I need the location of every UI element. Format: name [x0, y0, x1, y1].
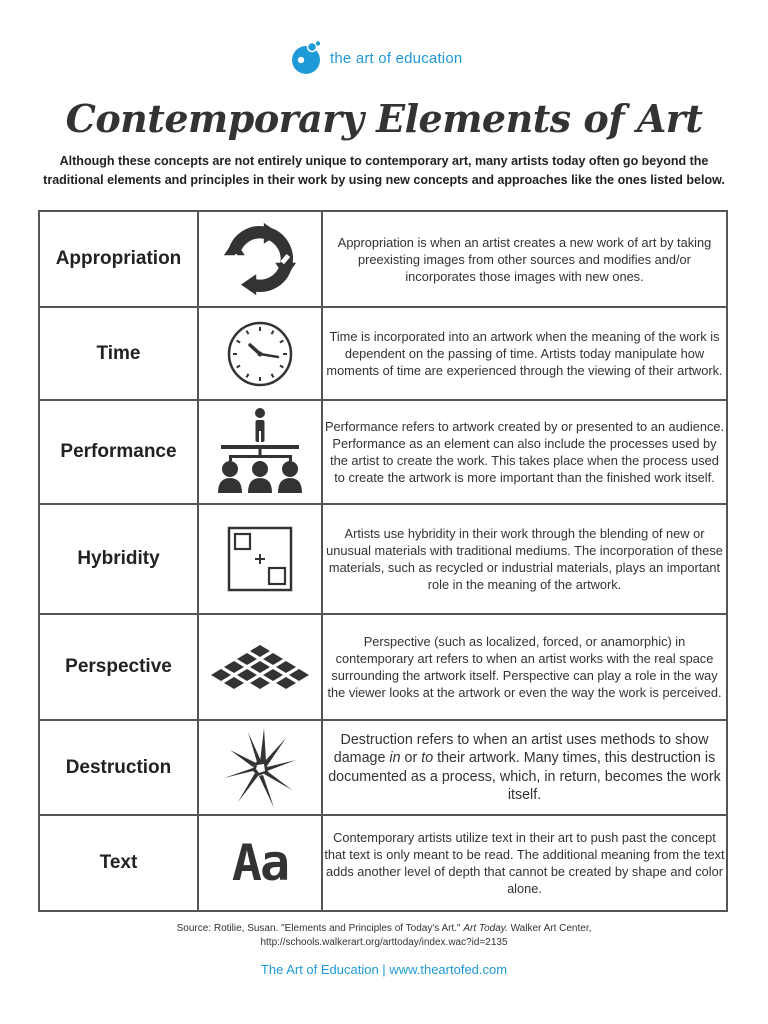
- shattered-glass-icon: [220, 725, 300, 811]
- element-description: Destruction refers to when an artist uses methods to show damage in or to their artwork. Many times, this destruction is documented as a process, which, in return, becomes the work itself.: [322, 720, 727, 815]
- source-citation: Source: Rotilie, Susan. "Elements and Principles of Today's Art." Art Today. Walker Art Center, http://schools.walkerart.org/arttoday/index.wac?id=2135: [176, 923, 592, 948]
- element-name: Hybridity: [39, 504, 198, 614]
- element-name: Appropriation: [39, 211, 198, 307]
- table-row: [39, 504, 727, 614]
- performer-audience-icon: [217, 407, 303, 497]
- table-row: [39, 400, 727, 504]
- table-row: [39, 720, 727, 815]
- clock-icon: [224, 318, 296, 390]
- element-description: Time is incorporated into an artwork when the meaning of the work is dependent on the passing of time. Artists today manipulate how moments of time are experienced through the viewing of their artwork.: [322, 307, 727, 400]
- squares-plus-icon: [227, 526, 293, 592]
- element-name: Destruction: [39, 720, 198, 815]
- source-url: http://schools.walkerart.org/arttoday/index.wac?id=2135: [260, 937, 508, 948]
- table-row: [39, 815, 727, 911]
- footer-link[interactable]: The Art of Education | www.theartofed.com: [260, 962, 508, 977]
- element-name: Text: [39, 815, 198, 911]
- element-description: Perspective (such as localized, forced, or anamorphic) in contemporary art refers to when an artist works with the real space surrounding the artwork itself. Perspective can play a role in the way the viewer looks at the artwork or even the way the work is perceived.: [322, 614, 727, 720]
- intro-text: Although these concepts are not entirely unique to contemporary art, many artists today often go beyond the traditional elements and principles in their work by using new concepts and approaches like the ones listed below.: [43, 154, 725, 187]
- tiled-floor-icon: [208, 642, 312, 692]
- recycle-arrows-icon: [222, 221, 298, 297]
- element-name: Time: [39, 307, 198, 400]
- element-description: Artists use hybridity in their work through the blending of new or unusual materials with traditional mediums. The incorporation of these materials, such as recycled or industrial materials, plays an important role in the meaning of the artwork.: [322, 504, 727, 614]
- logo: [290, 40, 462, 76]
- elements-table: [38, 210, 728, 912]
- typography-aa-icon: Aa: [231, 834, 289, 892]
- element-description: Contemporary artists utilize text in their art to push past the concept that text is only meant to be read. The additional meaning from the text adds another level of depth that cannot be created by shape and color alone.: [322, 815, 727, 911]
- page-title: Contemporary Elements of Art: [65, 96, 703, 141]
- table-row: [39, 211, 727, 307]
- element-name: Performance: [39, 400, 198, 504]
- element-name: Perspective: [39, 614, 198, 720]
- table-row: [39, 614, 727, 720]
- logo-text: the art of education: [330, 49, 463, 67]
- palette-icon: [290, 40, 324, 76]
- element-description: Performance refers to artwork created by or presented to an audience. Performance as an element can also include the processes used by the artist to create the work. This takes place when the process used to create the artwork is more important than the finished work itself.: [322, 400, 727, 504]
- table-row: [39, 307, 727, 400]
- element-description: Appropriation is when an artist creates a new work of art by taking preexisting images from other sources and modifies and/or incorporates those images with new ones.: [322, 211, 727, 307]
